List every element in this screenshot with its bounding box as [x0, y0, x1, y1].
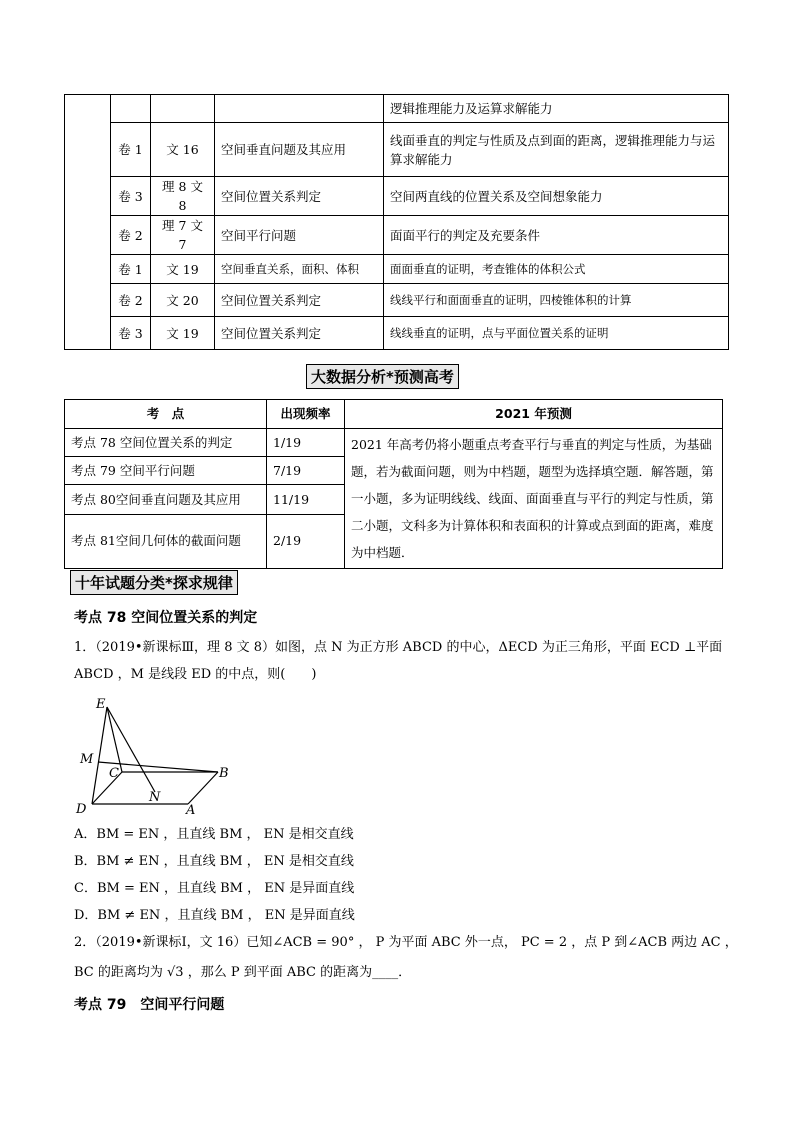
topic-cell: 空间位置关系判定 — [215, 284, 384, 317]
q1-option-c: C．BM = EN ，且直线 BM ， EN 是异面直线 — [74, 881, 355, 896]
label-M: M — [80, 752, 94, 767]
label-D: D — [76, 802, 87, 817]
q1-line1: 1．（2019•新课标Ⅲ，理 8 文 8）如图，点 N 为正方形 ABCD 的中心，ΔECD 为正三角形，平面 ECD ⊥平面 — [74, 640, 723, 655]
topic-cell: 空间垂直问题及其应用 — [215, 123, 384, 177]
section-title-bigdata: 大数据分析*预测高考 — [306, 364, 459, 389]
prediction-table — [64, 399, 723, 569]
year-cell — [65, 95, 111, 350]
skill-cell: 线面垂直的判定与性质及点到面的距离，逻辑推理能力与运算求解能力 — [384, 123, 729, 177]
q1-option-d: D．BM ≠ EN ，且直线 BM ， EN 是异面直线 — [74, 908, 355, 923]
header-point: 考 点 — [65, 400, 267, 429]
skill-cell: 线线垂直的证明，点与平面位置关系的证明 — [384, 317, 729, 350]
num-cell: 文 16 — [151, 123, 215, 177]
kp79-heading: 考点 79 空间平行问题 — [74, 997, 225, 1013]
juan-cell — [111, 95, 151, 123]
freq-cell: 1/19 — [267, 429, 345, 457]
q2-line1: 2．（2019•新课标Ⅰ，文 16）已知∠ACB = 90° ， P 为平面 ABC 外一点， PC = 2 ，点 P 到∠ACB 两边 AC ， — [74, 935, 738, 950]
q1-option-b: B．BM ≠ EN ，且直线 BM ， EN 是相交直线 — [74, 854, 354, 869]
juan-cell: 卷 2 — [111, 216, 151, 255]
label-E: E — [96, 697, 106, 712]
skill-cell: 面面垂直的证明，考查锥体的体积公式 — [384, 255, 729, 284]
num-cell: 理 7 文 7 — [151, 216, 215, 255]
section-title-ten-year: 十年试题分类*探求规律 — [70, 570, 238, 595]
topic-cell: 空间垂直关系，面积、体积 — [215, 255, 384, 284]
label-C: C — [109, 766, 119, 781]
juan-cell: 卷 1 — [111, 255, 151, 284]
point-cell: 考点 79 空间平行问题 — [65, 457, 267, 485]
edge-AB — [188, 772, 218, 804]
topic-cell: 空间位置关系判定 — [215, 317, 384, 350]
num-cell: 理 8 文 8 — [151, 177, 215, 216]
label-B: B — [219, 766, 229, 781]
edge-ED — [92, 707, 107, 804]
topic-cell: 空间平行问题 — [215, 216, 384, 255]
point-cell: 考点 80空间垂直问题及其应用 — [65, 485, 267, 514]
header-frequency: 出现频率 — [267, 400, 345, 429]
juan-cell: 卷 3 — [111, 317, 151, 350]
juan-cell: 卷 3 — [111, 177, 151, 216]
skill-cell: 线线平行和面面垂直的证明，四棱锥体积的计算 — [384, 284, 729, 317]
juan-cell: 卷 2 — [111, 284, 151, 317]
header-prediction: 2021 年预测 — [345, 400, 723, 429]
topic-cell: 空间位置关系判定 — [215, 177, 384, 216]
skill-cell: 面面平行的判定及充要条件 — [384, 216, 729, 255]
num-cell — [151, 95, 215, 123]
kp78-heading: 考点 78 空间位置关系的判定 — [74, 610, 258, 626]
freq-cell: 11/19 — [267, 485, 345, 514]
skill-cell: 逻辑推理能力及运算求解能力 — [384, 95, 729, 123]
q1-line2: ABCD ，M 是线段 ED 的中点，则( ) — [74, 667, 317, 682]
topic-cell — [215, 95, 384, 123]
label-A: A — [186, 803, 196, 818]
freq-cell: 7/19 — [267, 457, 345, 485]
freq-cell: 2/19 — [267, 514, 345, 568]
exam-distribution-table — [64, 94, 729, 350]
num-cell: 文 19 — [151, 317, 215, 350]
q1-option-a: A．BM = EN ，且直线 BM ， EN 是相交直线 — [74, 827, 354, 842]
q2-line2: BC 的距离均为 √3 ，那么 P 到平面 ABC 的距离为____． — [74, 965, 412, 980]
prediction-text: 2021 年高考仍将小题重点考查平行与垂直的判定与性质，为基础题，若为截面问题，则为中档题，题型为选择填空题．解答题，第一小题，多为证明线线、线面、面面垂直与平行的判定与性质，第二小题，文科多为计算体积和表面积的计算或点到面的距离，难度为中档题． — [345, 429, 723, 569]
skill-cell: 空间两直线的位置关系及空间想象能力 — [384, 177, 729, 216]
pyramid-figure — [70, 692, 240, 820]
label-N: N — [149, 790, 161, 805]
point-cell: 考点 78 空间位置关系的判定 — [65, 429, 267, 457]
juan-cell: 卷 1 — [111, 123, 151, 177]
point-cell: 考点 81空间几何体的截面问题 — [65, 514, 267, 568]
edge-EC — [107, 707, 122, 772]
num-cell: 文 19 — [151, 255, 215, 284]
num-cell: 文 20 — [151, 284, 215, 317]
